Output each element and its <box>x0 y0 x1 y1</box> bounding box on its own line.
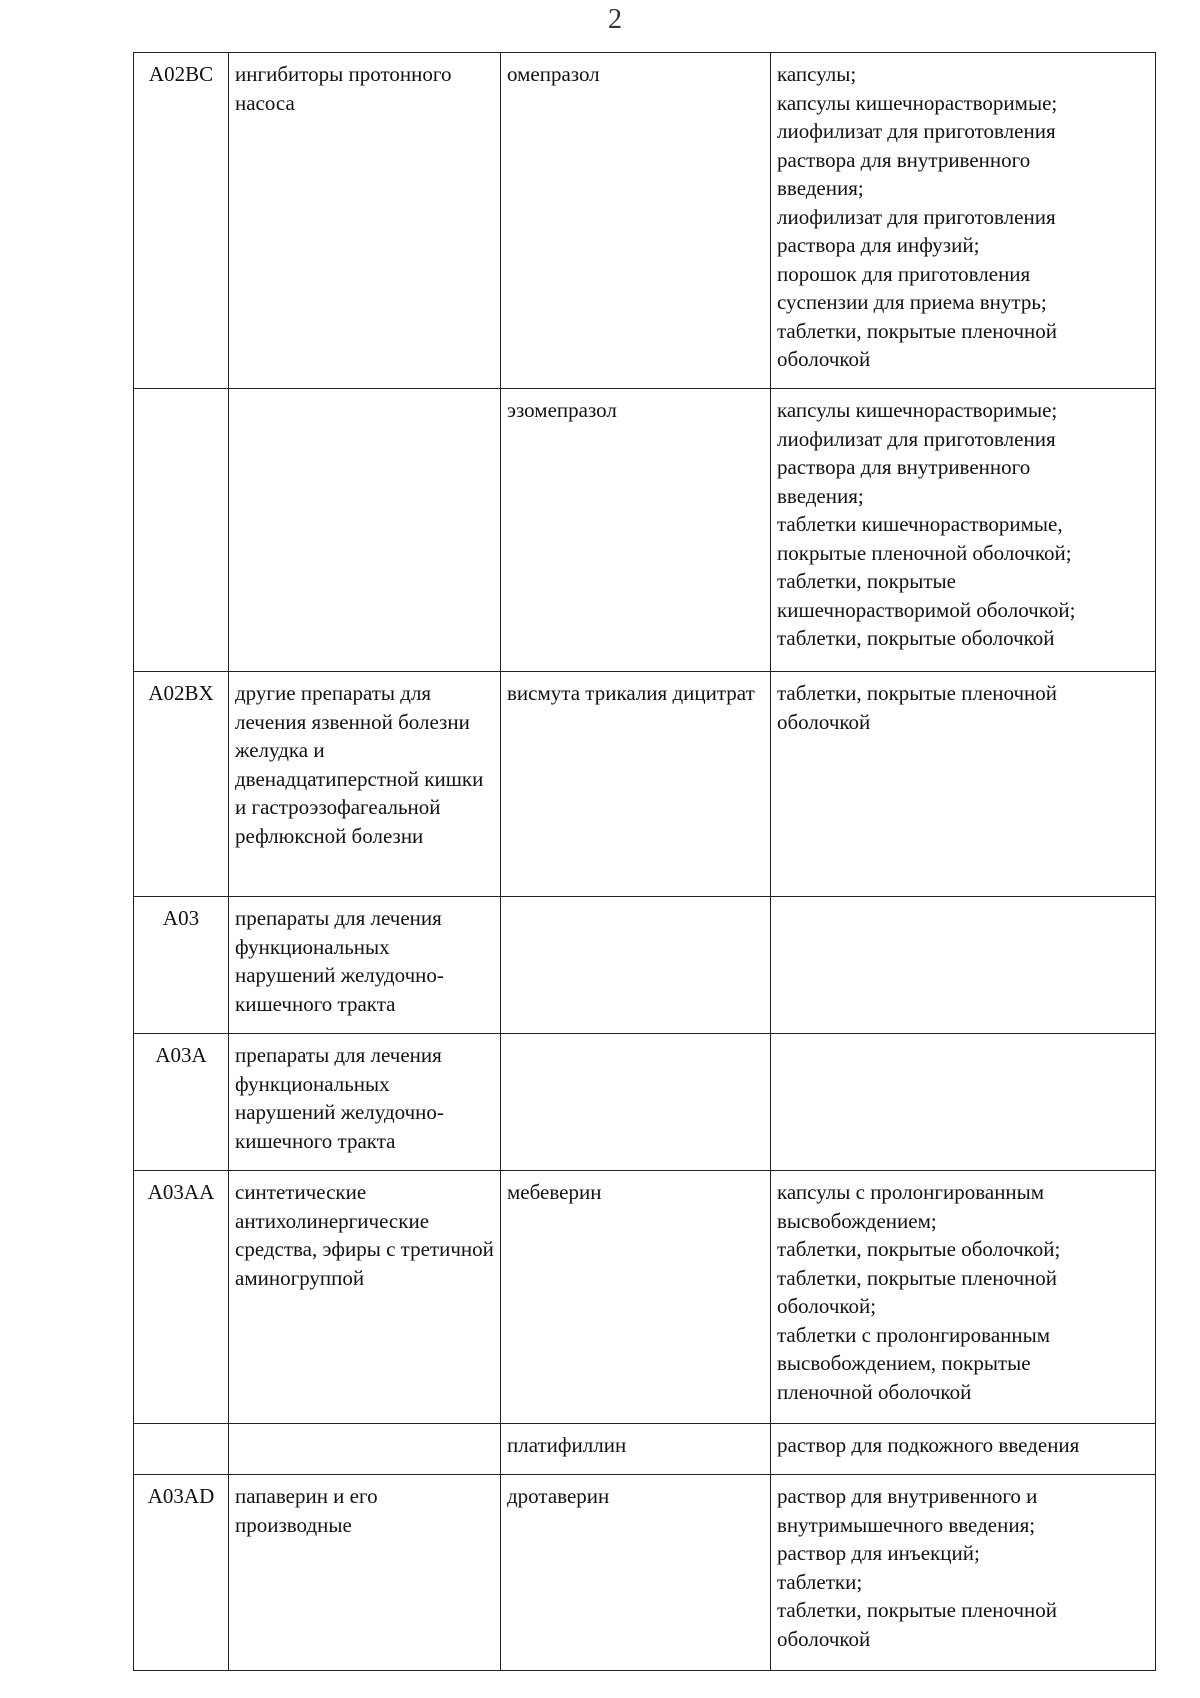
table-row <box>134 1171 1156 1424</box>
dosage-form-line: пленочной оболочкой <box>777 1379 972 1404</box>
table-row <box>134 1475 1156 1671</box>
drug-name-cell <box>501 1034 771 1171</box>
dosage-form-line: оболочкой <box>777 347 871 371</box>
dosage-form-line: таблетки, покрытые <box>777 569 956 593</box>
dosage-form-line: таблетки с пролонгированным <box>777 1322 1051 1347</box>
dosage-form-line: таблетки, покрытые оболочкой; <box>777 1237 1061 1261</box>
dosage-form-line: таблетки, покрытые пленочной <box>777 1598 1058 1622</box>
dosage-forms-cell <box>771 1424 1156 1475</box>
dosage-form-line: таблетки, покрытые оболочкой <box>777 626 1055 650</box>
atc-code-cell: A03A <box>134 1034 229 1171</box>
dosage-form-line: раствор для внутривенного и <box>777 1484 1038 1508</box>
dosage-form-line: раствора для инфузий; <box>777 233 980 257</box>
group-name-cell: папаверин и его производные <box>229 1475 501 1671</box>
dosage-form-line: раствор для подкожного введения <box>777 1433 1080 1457</box>
drug-name-cell: платифиллин <box>501 1424 771 1475</box>
page-number: 2 <box>608 4 622 35</box>
drug-name-cell: омепразол <box>501 53 771 389</box>
dosage-form-line: капсулы кишечнорастворимые; <box>777 90 1058 115</box>
dosage-form-line: суспензии для приема внутрь; <box>777 290 1047 314</box>
dosage-form-line: таблетки, покрытые пленочной <box>777 681 1058 705</box>
group-name-cell <box>229 389 501 672</box>
dosage-form-line: лиофилизат для приготовления <box>777 426 1056 451</box>
drug-name-cell: эзомепразол <box>501 389 771 672</box>
group-name-cell: ингибиторы протонного насоса <box>229 53 501 389</box>
dosage-form-line: раствор для инъекций; <box>777 1541 980 1565</box>
atc-code-cell: A03 <box>134 897 229 1034</box>
dosage-forms-cell <box>771 1171 1156 1424</box>
dosage-form-line: введения; <box>777 176 864 200</box>
table-row <box>134 1034 1156 1171</box>
dosage-form-line: внутримышечного введения; <box>777 1512 1036 1537</box>
atc-code-cell: A03AD <box>134 1475 229 1671</box>
dosage-form-line: таблетки, покрытые пленочной <box>777 1265 1058 1290</box>
table-body <box>134 53 1156 1671</box>
dosage-forms-cell <box>771 53 1156 389</box>
dosage-form-line: оболочкой <box>777 1626 871 1651</box>
dosage-forms-cell <box>771 672 1156 897</box>
dosage-forms-cell <box>771 1034 1156 1171</box>
dosage-form-line: таблетки, покрытые пленочной <box>777 318 1058 343</box>
drug-name-cell: висмута трикалия дицитрат <box>501 672 771 897</box>
dosage-forms-cell <box>771 1475 1156 1671</box>
drug-name-cell: дротаверин <box>501 1475 771 1671</box>
dosage-form-line: таблетки; <box>777 1569 863 1594</box>
table-row <box>134 897 1156 1034</box>
atc-code-cell <box>134 1424 229 1475</box>
table-row <box>134 672 1156 897</box>
atc-code-cell: A03AA <box>134 1171 229 1424</box>
atc-code-cell: A02BX <box>134 672 229 897</box>
dosage-form-line: раствора для внутривенного <box>777 455 1031 479</box>
dosage-form-line: капсулы с пролонгированным <box>777 1180 1045 1204</box>
dosage-form-line: покрытые пленочной оболочкой; <box>777 540 1072 565</box>
dosage-form-line: порошок для приготовления <box>777 261 1031 286</box>
dosage-form-line: таблетки кишечнорастворимые, <box>777 512 1063 536</box>
drug-table <box>133 52 1156 1671</box>
group-name-cell <box>229 1424 501 1475</box>
atc-code-cell: A02BC <box>134 53 229 389</box>
dosage-form-line: лиофилизат для приготовления <box>777 204 1056 229</box>
table-row <box>134 53 1156 389</box>
dosage-form-line: кишечнорастворимой оболочкой; <box>777 597 1076 622</box>
group-name-cell: препараты для лечения функциональных нарушений желудочно-кишечного тракта <box>229 897 501 1034</box>
group-name-cell: другие препараты для лечения язвенной болезни желудка и двенадцатиперстной кишки и гастроэзофагеальной рефлюксной болезни <box>229 672 501 897</box>
drug-name-cell: мебеверин <box>501 1171 771 1424</box>
dosage-form-line: оболочкой; <box>777 1294 877 1318</box>
atc-code-cell <box>134 389 229 672</box>
dosage-forms-cell <box>771 897 1156 1034</box>
dosage-form-line: капсулы; <box>777 62 857 86</box>
table-row <box>134 1424 1156 1475</box>
dosage-form-line: лиофилизат для приготовления <box>777 119 1056 143</box>
dosage-form-line: высвобождением; <box>777 1208 937 1233</box>
dosage-form-line: введения; <box>777 483 864 508</box>
dosage-form-line: оболочкой <box>777 709 871 734</box>
group-name-cell: синтетические антихолинергические средства, эфиры с третичной аминогруппой <box>229 1171 501 1424</box>
dosage-forms-cell <box>771 389 1156 672</box>
dosage-form-line: раствора для внутривенного <box>777 147 1031 172</box>
dosage-form-line: высвобождением, покрытые <box>777 1351 1031 1375</box>
table-row <box>134 389 1156 672</box>
drug-name-cell <box>501 897 771 1034</box>
group-name-cell: препараты для лечения функциональных нарушений желудочно-кишечного тракта <box>229 1034 501 1171</box>
dosage-form-line: капсулы кишечнорастворимые; <box>777 398 1058 422</box>
